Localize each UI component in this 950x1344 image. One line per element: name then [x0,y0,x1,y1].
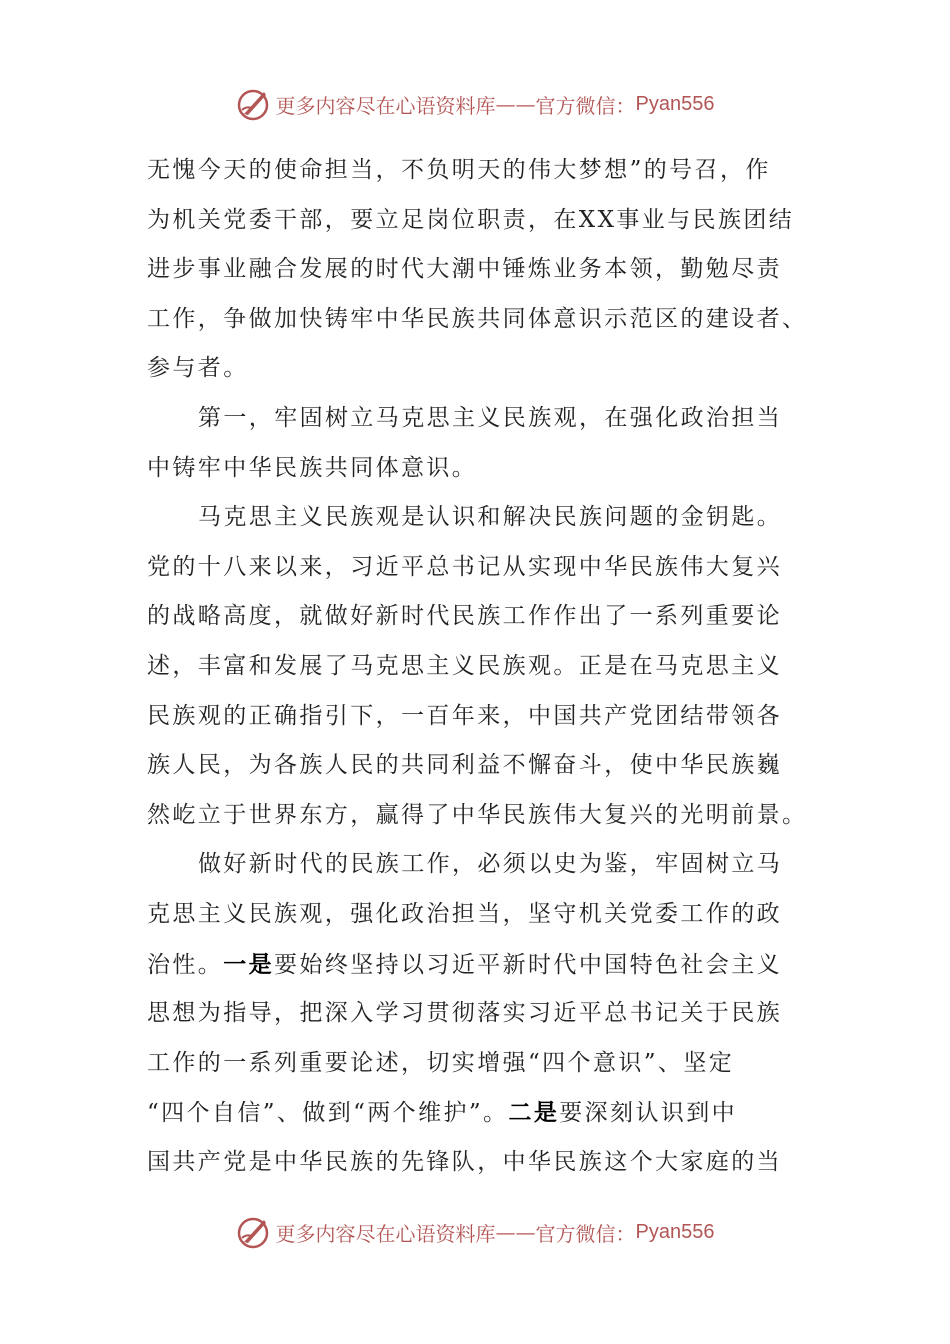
bold-marker: 二是 [508,1099,560,1127]
text-line: 党的十八来以来，习近平总书记从实现中华民族伟大复兴 [147,553,782,580]
footer-banner [0,1212,950,1252]
text-span: 要始终坚持以习近平新时代中国特色社会主义 [274,951,783,978]
text-line: 参与者。 [147,355,249,382]
text-span: 治性。 [147,951,224,978]
header-separator: —— [495,92,536,116]
header-wechat-label: 官方微信： [535,93,636,118]
text-line: 然屹立于世界东方，赢得了中华民族伟大复兴的光明前景。 [147,801,808,828]
text-line: 族人民，为各族人民的共同利益不懈奋斗，使中华民族巍 [147,752,782,779]
quill-logo-icon [236,1214,272,1250]
text-line: 工作的一系列重要论述，切实增强“四个意识”、坚定 [147,1049,735,1076]
bold-marker: 一是 [223,950,275,978]
footer-wechat-id: Pyan556 [635,1220,715,1243]
text-line: 做好新时代的民族工作，必须以史为鉴，牢固树立马 [198,851,783,878]
text-line: 马克思主义民族观是认识和解决民族问题的金钥匙。 [198,504,783,531]
text-line: 克思主义民族观，强化政治担当，坚守机关党委工作的政 [147,900,782,927]
quill-logo-icon [236,86,272,122]
section-heading-line: 中铸牢中华民族共同体意识。 [147,454,478,481]
section-heading-line: 第一，牢固树立马克思主义民族观，在强化政治担当 [198,404,783,431]
header-banner [0,84,950,124]
document-body [147,146,807,1187]
text-line: 国共产党是中华民族的先锋队，中华民族这个大家庭的当 [147,1148,782,1175]
text-line: 的战略高度，就做好新时代民族工作作出了一系列重要论 [147,603,782,630]
text-line: 无愧今天的使命担当，不负明天的伟大梦想”的号召，作 [147,157,771,183]
footer-wechat-label: 官方微信： [535,1221,636,1246]
text-span: “四个自信”、做到“两个维护”。 [147,1100,509,1127]
text-line: 进步事业融合发展的时代大潮中锤炼业务本领，勤勉尽责 [147,256,782,283]
text-line: 思想为指导，把深入学习贯彻落实习近平总书记关于民族 [147,1000,782,1027]
header-wechat-id: Pyan556 [635,92,715,115]
text-line: 工作，争做加快铸牢中华民族共同体意识示范区的建设者、 [147,305,808,332]
text-line [147,1088,807,1138]
text-line: 述，丰富和发展了马克思主义民族观。正是在马克思主义 [147,652,782,679]
text-line [147,940,807,990]
footer-site-text: 更多内容尽在心语资料库 [275,1221,496,1246]
footer-separator: —— [495,1220,536,1244]
text-line: 为机关党委干部，要立足岗位职责，在XX事业与民族团结 [147,206,795,233]
text-line: 民族观的正确指引下，一百年来，中国共产党团结带领各 [147,702,782,729]
header-site-text: 更多内容尽在心语资料库 [275,93,496,118]
text-span: 要深刻认识到中 [559,1100,738,1127]
